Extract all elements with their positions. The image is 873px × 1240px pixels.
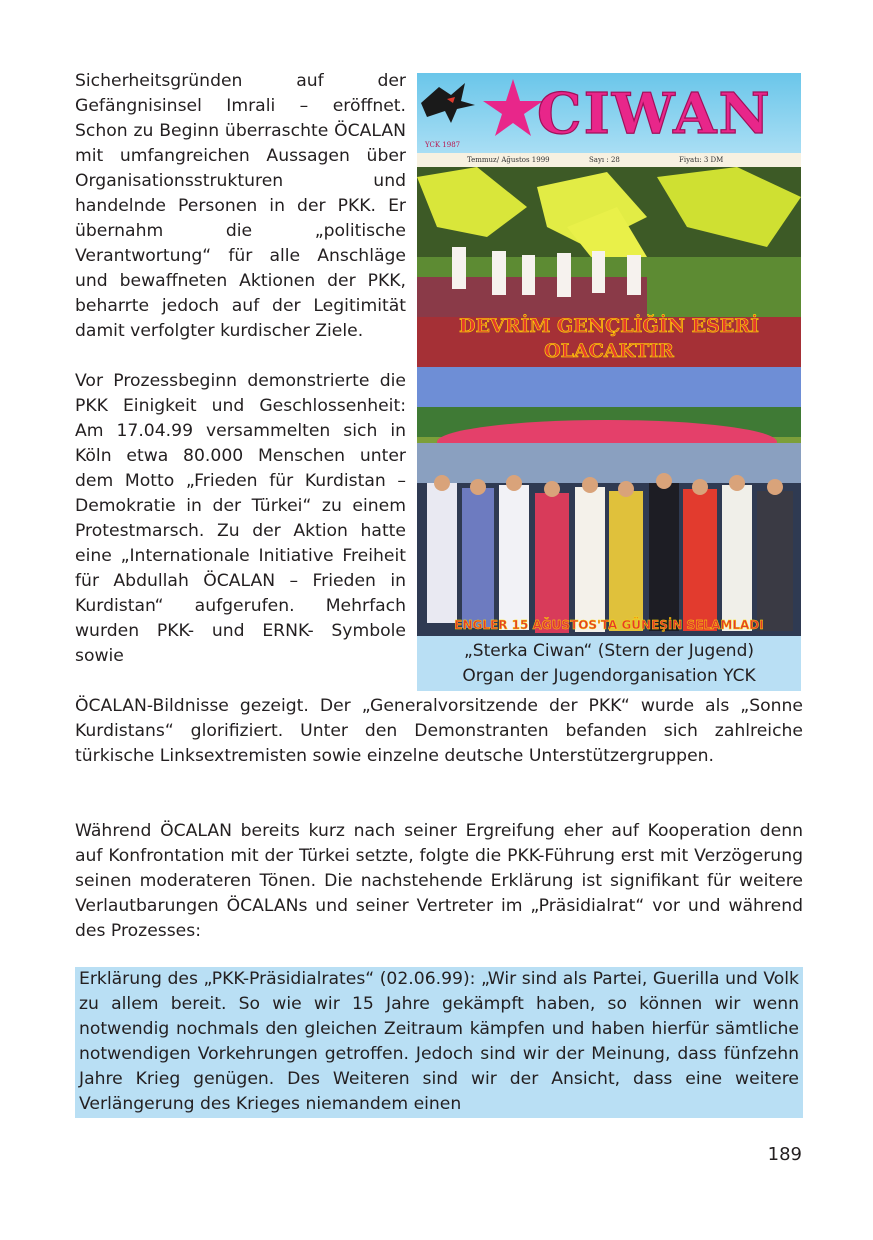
cover-issue-number: Sayı : 28 [589, 156, 620, 164]
page-number: 189 [767, 1144, 802, 1165]
text-column-left [75, 69, 406, 669]
cover-headline-2: OLACAKTIR [544, 340, 674, 362]
cover-info-bar [417, 153, 801, 167]
cover-logo-text: YCK 1987 [425, 141, 461, 149]
cover-logo-graphic [417, 73, 801, 153]
paragraph-1: Sicherheitsgründen auf der Gefängnisinsel Imrali – eröffnet. Schon zu Beginn überraschte ÖCALAN mit umfangreichen Aussagen über Organisationsstrukturen und handelnde Personen in der PKK. Er übernahm die „politische Verantwortung“ für alle Anschläge und bewaffneten Aktionen der PKK, beharrte jedoch auf der Legitimität damit verfolgter kurdischer Ziele. [75, 71, 406, 341]
cover-issue-date: Temmuz/ Ağustos 1999 [467, 156, 550, 164]
star-icon [483, 79, 543, 136]
quote-box [75, 967, 803, 1118]
cover-masthead-title: CIWAN [537, 81, 772, 147]
cover-photo-dancers [417, 443, 801, 636]
quote-text: Erklärung des „PKK-Präsidialrates“ (02.06.99): „Wir sind als Partei, Guerilla und Volk zu allem bereit. So wie wir 15 Jahre gekämpft haben, so können wir wenn notwendig nochmals den gleichen Zeitraum kämpfen und haben hierfür sämtliche notwendigen Vorkehrungen getroffen. Jedoch sind wir der Meinung, dass fünfzehn Jahre Krieg genügen. Des Weiteren sind wir der Ansicht, dass eine weitere Verlängerung des Krieges niemandem einen [79, 969, 799, 1114]
magazine-cover-image [417, 73, 801, 636]
caption-line-1: „Sterka Ciwan“ (Stern der Jugend) [463, 641, 755, 661]
cover-headline-1: DEVRİM GENÇLİĞİN ESERİ [459, 315, 759, 337]
caption-line-2: Organ der Jugendorganisation YCK [462, 666, 756, 686]
cover-masthead-area [417, 73, 801, 153]
paragraph-2-continuation: ÖCALAN-Bildnisse gezeigt. Der „Generalvorsitzende der PKK“ wurde als „Sonne Kurdistans“ glorifiziert. Unter den Demonstranten befanden sich zahlreiche türkische Linksextremisten sowie einzelne deutsche Unterstützergruppen. [75, 696, 803, 766]
cover-bottom-banner: ENGLER 15 AĞUSTOS'TA GÜNEŞİN SELAMLADI [454, 618, 764, 632]
paragraph-2-start: Vor Prozessbeginn demonstrierte die PKK Einigkeit und Geschlossenheit: Am 17.04.99 versammelten sich in Köln etwa 80.000 Menschen unter dem Motto „Frieden für Kurdistan – Demokratie in der Türkei“ zu einem Protestmarsch. Zu der Aktion hatte eine „Internationale Initiative Freiheit für Abdullah ÖCALAN – Frieden in Kurdistan“ aufgerufen. Mehrfach wurden PKK- und ERNK- Symbole sowie [75, 371, 406, 666]
paragraph-3: Während ÖCALAN bereits kurz nach seiner Ergreifung eher auf Kooperation denn auf Konfrontation mit der Türkei setzte, folgte die PKK-Führung erst mit Verzögerung seinen moderateren Tönen. Die nachstehende Erklärung ist signifikant für weitere Verlautbarungen ÖCALANs und seiner Vertreter im „Präsidialrat“ vor und während des Prozesses: [75, 821, 803, 941]
figure-caption [417, 636, 801, 691]
cover-price: Fiyatı: 3 DM [679, 156, 724, 164]
